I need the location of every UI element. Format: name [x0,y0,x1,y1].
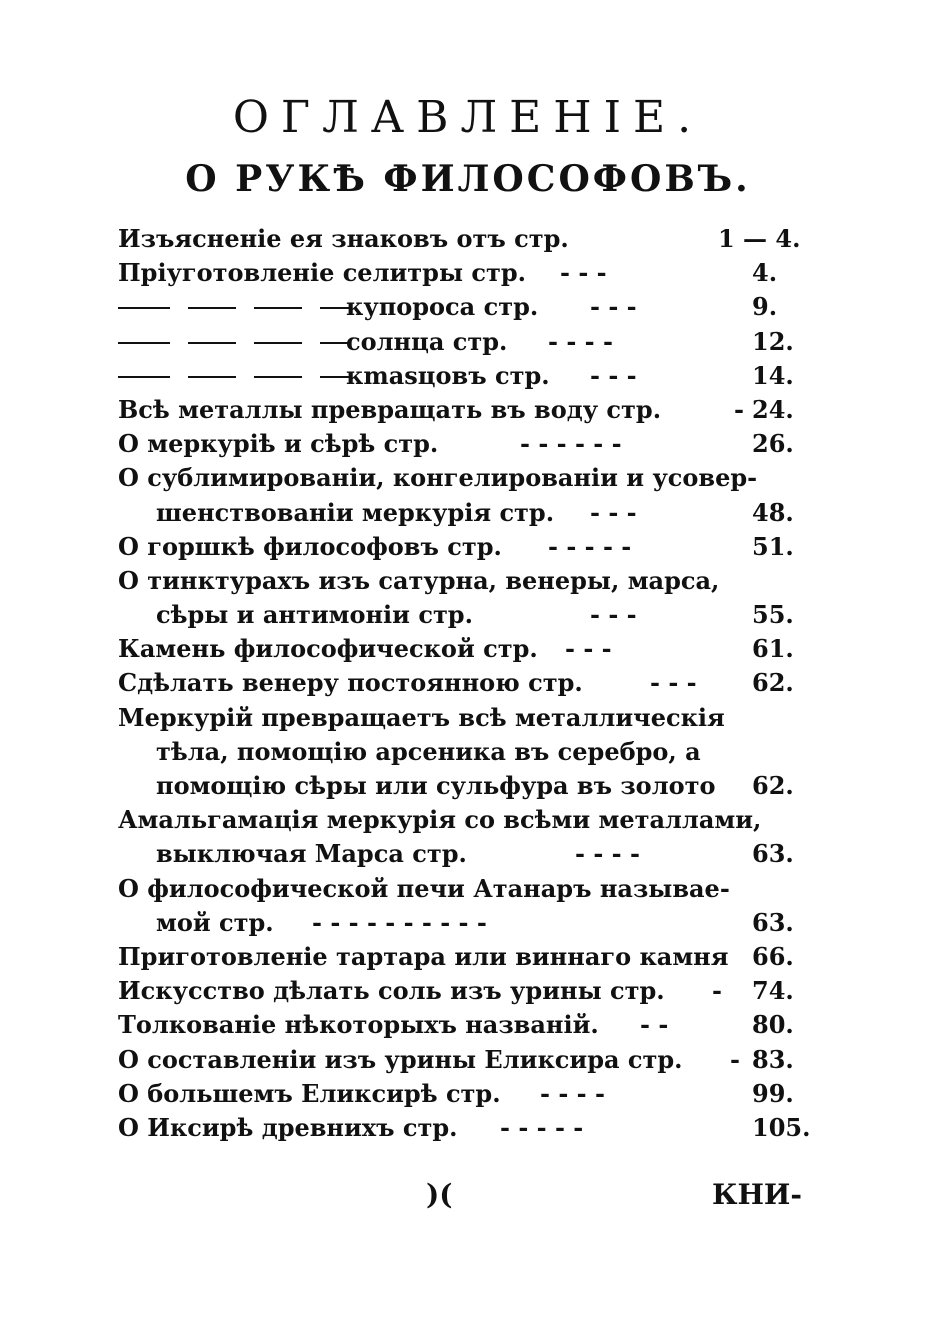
toc-line [0,701,936,735]
toc-entry-text: О горшкѣ философовъ стр. [118,531,502,561]
toc-entry-text: О сублимированіи, конгелированіи и усовер- [118,463,758,493]
dot-leader: - - - [590,360,637,390]
toc-entry [0,1111,936,1145]
toc-line [0,256,936,290]
dot-leader: - - - - - - - - - - [312,907,487,937]
section-subtitle: О РУКѢ ФИЛОСОФОВЪ. [185,158,751,200]
page-number: 24. [752,394,794,424]
toc-line [0,974,936,1008]
dot-leader: - - - - - - [520,429,622,459]
toc-entry [0,359,936,393]
toc-entry-text: Толкованіе нѣкоторыхъ названій. [118,1010,599,1040]
page-number: 62. [752,771,794,800]
page-number: 26. [752,429,794,459]
toc-entry-text: мой стр. [156,907,274,937]
toc-line [0,222,936,256]
toc-entry [0,666,936,700]
toc-entry [0,1008,936,1042]
toc-entry-text: Искусство дѣлать соль изъ урины стр. [118,976,665,1006]
toc-entry [0,290,936,324]
toc-entry-text: О составленіи изъ урины Еликсира стр. [118,1044,683,1074]
toc-line [0,837,936,871]
page-number: 9. [752,292,778,322]
toc-line [0,735,936,769]
dot-leader: - - - - [575,839,640,869]
toc-entry-text: Амальгамація меркурія со всѣми металлами, [118,805,762,835]
toc-entry [0,564,936,632]
toc-entry-text: Меркурій превращаетъ всѣ металлическія [118,702,725,732]
toc-entry [0,632,936,666]
toc-entry [0,940,936,974]
dot-leader: - - - [590,497,637,527]
toc-line [0,359,936,393]
toc-entry-text: выключая Марса стр. [156,839,467,869]
toc-line [0,598,936,632]
toc-entry-text: О тинктурахъ изъ сатурна, венеры, марса, [118,565,720,595]
page-number: 105. [752,1112,811,1142]
toc-line [0,1008,936,1042]
toc-line [0,1043,936,1077]
dot-leader: - - - [590,292,637,322]
page-number: 80. [752,1010,794,1040]
page-title: ОГЛАВЛЕНІЕ. [232,92,704,143]
toc-entry-text: Изъясненіе ея знаковъ отъ стр. [118,224,569,253]
toc-entry-text: Всѣ металлы превращать въ воду стр. [118,394,662,424]
page-number: 12. [752,326,794,356]
toc-entry-text: О философической печи Атанаръ называе- [118,873,730,903]
dot-leader: - - - - - [548,531,632,561]
toc-entry-text: купороса стр. [346,292,539,322]
page-number: 61. [752,634,794,664]
toc-entry-text: О меркуріѣ и сѣрѣ стр. [118,429,439,459]
toc-line [0,940,936,974]
page-number: 55. [752,600,794,630]
page-number: 51. [752,531,794,561]
dot-leader: - - - [590,600,637,630]
toc-entry-text: кmasцовъ стр. [346,360,550,390]
toc-line [0,325,936,359]
toc-entry [0,974,936,1008]
page-footer [0,1178,936,1218]
dot-leader: - [712,976,722,1006]
page-number: 83. [752,1044,794,1074]
page-number: 1 — 4. [718,224,801,253]
toc-line [0,803,936,837]
toc-entry [0,325,936,359]
toc-line [0,1077,936,1111]
toc-entry-text: сѣры и антимоніи стр. [156,600,473,630]
toc-line [0,769,936,803]
toc-line [0,496,936,530]
toc-entry [0,1077,936,1111]
toc-entry [0,1043,936,1077]
page-number: 4. [752,258,778,288]
toc-line [0,564,936,598]
dot-leader: - - - - - [500,1112,584,1142]
page-number: 62. [752,668,794,698]
toc-entry [0,461,936,529]
toc-line [0,666,936,700]
toc-line [0,461,936,495]
toc-entry-text: помощію сѣры или сульфура въ золото [156,771,716,800]
page-number: 48. [752,497,794,527]
toc-entry-text: О большемъ Еликсирѣ стр. [118,1078,501,1108]
dot-leader: - [734,394,744,424]
page-number: 63. [752,907,794,937]
toc-line [0,872,936,906]
dot-leader: - - - [650,668,697,698]
page-number: 74. [752,976,794,1006]
dot-leader: - - - - [540,1078,605,1108]
signature-mark: )( [426,1178,453,1211]
toc-entry-text: солнца стр. [346,326,508,356]
toc-entry [0,701,936,804]
toc-line [0,906,936,940]
toc-entry-text: Сдѣлать венеру постоянною стр. [118,668,583,698]
toc-entry-text: Пріуготовленіе селитры стр. [118,258,526,288]
toc-entry-text: Приготовленіе тартара или виннаго камня [118,941,729,971]
dot-leader: - - - [565,634,612,664]
toc-entry-text: тѣла, помощію арсеника въ серебро, а [156,736,701,766]
toc-entry-text: Камень философической стр. [118,634,538,664]
toc-entry-text: шенствованіи меркурія стр. [156,497,555,527]
toc-entry-text: О Иксирѣ древнихъ стр. [118,1112,458,1142]
page-number: 99. [752,1078,794,1108]
toc-entry [0,427,936,461]
dot-leader: - [730,1044,740,1074]
toc-line [0,290,936,324]
toc-entry [0,872,936,940]
page-number: 14. [752,360,794,390]
toc-entry [0,530,936,564]
toc-line [0,632,936,666]
toc-line [0,1111,936,1145]
toc-entry [0,393,936,427]
page-number: 66. [752,941,794,971]
toc-line [0,427,936,461]
toc-entry [0,256,936,290]
table-of-contents [0,222,936,1145]
catchword: КНИ- [712,1178,803,1211]
dot-leader: - - - [560,258,607,288]
page-number: 63. [752,839,794,869]
toc-entry [0,222,936,256]
dot-leader: - - [640,1010,669,1040]
toc-entry [0,803,936,871]
dot-leader: - - - - [548,326,613,356]
toc-line [0,530,936,564]
toc-line [0,393,936,427]
